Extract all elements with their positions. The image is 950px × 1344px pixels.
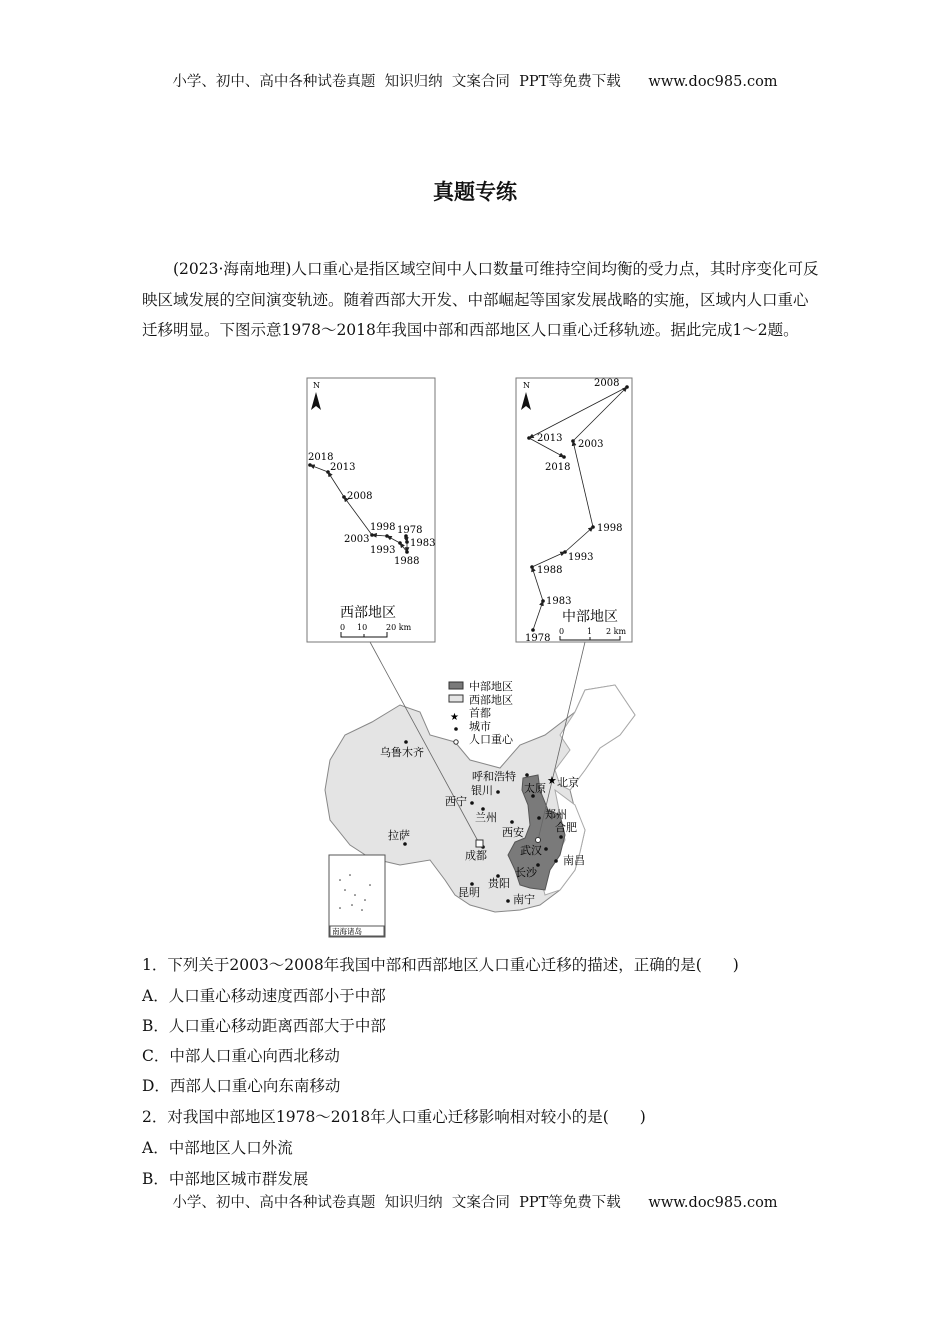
page-footer: 小学、初中、高中各种试卷真题 知识归纳 文案合同 PPT等免费下载 www.doc985.com [172, 1195, 778, 1211]
south-china-sea-inset [329, 855, 385, 937]
west-scale-label: 10 [357, 623, 368, 632]
central-north-label: N [523, 381, 530, 390]
central-year-label: 1988 [537, 565, 563, 576]
city-label: 长沙 [515, 866, 537, 879]
city-label: 呼和浩特 [472, 770, 516, 783]
west-year-label: 2008 [347, 491, 373, 502]
city-dot [470, 801, 474, 805]
west-year-label: 2003 [344, 534, 370, 545]
legend-label: 城市 [469, 719, 491, 733]
city-dot [554, 859, 558, 863]
question-1-option-a: A．人口重心移动速度西部小于中部 [142, 987, 386, 1005]
central-population-center-marker [536, 838, 541, 843]
question-2-option-b: B．中部地区城市群发展 [142, 1170, 309, 1188]
city-label: 北京 [557, 776, 579, 789]
city-dot [559, 835, 563, 839]
legend-label: 中部地区 [469, 680, 513, 693]
west-inset-box [307, 378, 435, 642]
city-label: 合肥 [555, 821, 577, 834]
city-dot [404, 740, 408, 744]
island-dot [349, 874, 351, 876]
central-scale-label: 1 [587, 627, 593, 636]
page-header: 小学、初中、高中各种试卷真题 知识归纳 文案合同 PPT等免费下载 www.doc985.com [172, 74, 778, 90]
city-label: 贵阳 [488, 877, 510, 890]
central-inset-box [516, 378, 632, 642]
island-dot [361, 909, 363, 911]
city-label: 南宁 [513, 893, 535, 906]
city-label: 乌鲁木齐 [380, 746, 424, 759]
city-label: 太原 [524, 782, 546, 795]
legend-city-dot-icon [454, 727, 458, 731]
island-dot [351, 904, 353, 906]
legend-star-icon: ★ [450, 712, 459, 723]
island-dot [344, 889, 346, 891]
question-1-stem: 1．下列关于2003～2008年我国中部和西部地区人口重心迁移的描述，正确的是( ) [142, 956, 739, 974]
city-label: 郑州 [545, 808, 567, 821]
city-dot [496, 790, 500, 794]
question-1-option-c: C．中部人口重心向西北移动 [142, 1047, 340, 1065]
question-2-stem: 2．对我国中部地区1978～2018年人口重心迁移影响相对较小的是( ) [142, 1108, 646, 1126]
central-year-label: 2013 [537, 433, 563, 444]
question-2-option-a: A．中部地区人口外流 [142, 1139, 293, 1157]
legend-center-icon [454, 740, 458, 744]
city-dot [510, 820, 514, 824]
west-north-label: N [313, 381, 320, 390]
intro-text: (2023·海南地理)人口重心是指区域空间中人口数量可维持空间均衡的受力点，其时序变化可反映区域发展的空间演变轨迹。随着西部大开发、中部崛起等国家发展战略的实施，区域内人口重心迁移明显。下图示意1978～2018年我国中部和西部地区人口重心迁移轨迹。据此完成1～2题。 [142, 260, 819, 339]
south-china-sea-label: 南海诸岛 [332, 927, 362, 936]
map-northeast [555, 685, 635, 790]
central-inset-title: 中部地区 [562, 609, 618, 625]
question-1-option-b: B．人口重心移动距离西部大于中部 [142, 1017, 386, 1035]
legend-label: 首都 [469, 706, 491, 720]
city-dot [525, 773, 529, 777]
west-scale-label: 20 km [386, 623, 412, 632]
legend-west-swatch [449, 695, 463, 702]
island-dot [369, 884, 371, 886]
west-year-label: 2013 [330, 462, 356, 473]
central-scale-label: 2 km [606, 627, 627, 636]
central-year-label: 2018 [545, 462, 571, 473]
west-year-label: 1983 [410, 538, 436, 549]
west-year-label: 1988 [394, 556, 420, 567]
city-label: 武汉 [520, 844, 542, 857]
island-dot [339, 907, 341, 909]
legend-central-swatch [449, 682, 463, 689]
central-year-label: 1978 [525, 633, 551, 644]
section-title: 真题专练 [433, 179, 517, 204]
city-label: 银川 [471, 784, 493, 797]
island-dot [354, 894, 356, 896]
west-population-center-marker [476, 840, 483, 847]
west-year-label: 1993 [370, 545, 396, 556]
city-label: 昆明 [458, 886, 480, 899]
central-year-label: 1998 [597, 523, 623, 534]
west-scale-label: 0 [340, 623, 346, 632]
central-year-label: 1983 [546, 596, 572, 607]
city-dot [403, 842, 407, 846]
legend-label: 西部地区 [469, 693, 513, 707]
central-year-label: 2003 [578, 439, 604, 450]
central-year-label: 2008 [594, 378, 620, 389]
city-label: 兰州 [475, 811, 497, 824]
city-label: 拉萨 [388, 829, 410, 842]
capital-star-icon: ★ [547, 774, 557, 787]
city-dot [544, 847, 548, 851]
west-inset-title: 西部地区 [340, 605, 396, 621]
city-dot [537, 816, 541, 820]
city-dot [506, 899, 510, 903]
island-dot [364, 899, 366, 901]
west-year-label: 2018 [308, 452, 334, 463]
city-label: 西安 [502, 826, 524, 839]
legend-label: 人口重心 [469, 733, 513, 747]
question-1-option-d: D．西部人口重心向东南移动 [142, 1077, 341, 1095]
west-year-label: 1978 [397, 525, 423, 536]
west-year-label: 1998 [370, 522, 396, 533]
central-year-label: 1993 [568, 552, 594, 563]
central-scale-label: 0 [559, 627, 565, 636]
city-label: 成都 [465, 849, 487, 862]
city-label: 西宁 [445, 795, 467, 808]
city-label: 南昌 [563, 854, 585, 867]
island-dot [339, 879, 341, 881]
